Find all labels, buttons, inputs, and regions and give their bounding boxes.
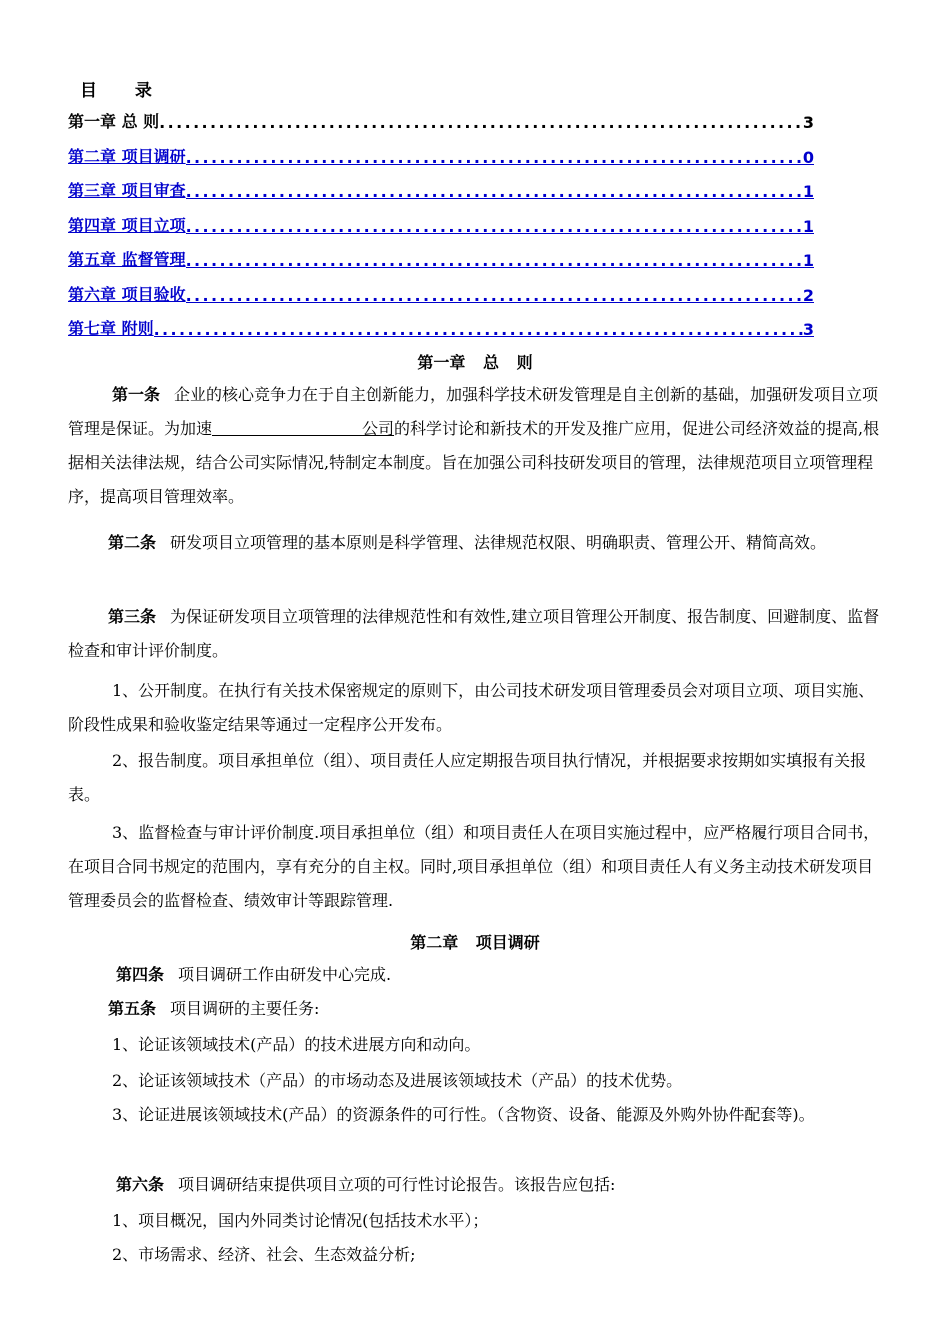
list-item: 1、论证该领域技术(产品）的技术进展方向和动向。 [112, 1035, 481, 1054]
chapter-2-heading: 第二章 项目调研 [410, 933, 540, 952]
list-item: 1、公开制度。在执行有关技术保密规定的原则下，由公司技术研发项目管理委员会对项目立项、项目实施、阶段性成果和验收鉴定结果等通过一定程序公开发布。 [68, 681, 875, 734]
article-text: 为保证研发项目立项管理的法律规范性和有效性,建立项目管理公开制度、报告制度、回避制度、监督检查和审计评价制度。 [68, 607, 880, 660]
toc-entry-page: 1 [802, 182, 814, 201]
toc-entry-label: 第二章 项目调研 [68, 147, 186, 166]
article-4 [68, 958, 888, 992]
list-item: 1、项目概况，国内外同类讨论情况(包括技术水平）； [112, 1211, 489, 1230]
article-text: 项目调研的主要任务: [170, 999, 320, 1018]
toc-entry-label: 第四章 项目立项 [68, 216, 186, 235]
toc-entry-label: 第一章 总 则 [68, 112, 160, 131]
article-5 [68, 992, 888, 1026]
toc-entry-label: 第三章 项目审查 [68, 181, 186, 200]
list-item: 2、报告制度。项目承担单位（组）、项目责任人应定期报告项目执行情况，并根据要求按期如实填报有关报表。 [68, 751, 867, 804]
toc-entry-label: 第六章 项目验收 [68, 285, 186, 304]
toc-entry-page: 3 [802, 320, 814, 339]
toc-entry-chapter-5[interactable] [68, 246, 814, 270]
toc-entry-page: 1 [802, 251, 814, 270]
article-text: 项目调研结束提供项目立项的可行性讨论报告。该报告应包括: [178, 1175, 616, 1194]
chapter-1-heading: 第一章 总 则 [417, 353, 533, 372]
article-1 [68, 378, 888, 514]
list-item: 3、监督检查与审计评价制度.项目承担单位（组）和项目责任人在项目实施过程中，应严格履行项目合同书，在项目合同书规定的范围内，享有充分的自主权。同时,项目承担单位（组）和项目责任人有义务主动技术研发项目管理委员会的监督检查、绩效审计等跟踪管理. [68, 823, 880, 910]
toc-entry-chapter-3[interactable] [68, 177, 814, 201]
article-text: 项目调研工作由研发中心完成. [178, 965, 392, 984]
list-item: 3、论证进展该领域技术(产品）的资源条件的可行性。（含物资、设备、能源及外购外协件配套等)。 [112, 1105, 815, 1124]
article-label: 第六条 [116, 1175, 165, 1194]
article-3 [68, 600, 888, 668]
toc-entry-page: 0 [802, 148, 814, 167]
toc-entry-chapter-4[interactable] [68, 212, 814, 236]
toc-entry-chapter-2[interactable] [68, 143, 814, 167]
article-label: 第五条 [108, 999, 157, 1018]
toc-leader-dots [186, 148, 803, 167]
toc-leader-dots [159, 113, 803, 132]
toc-entry-chapter-1[interactable] [68, 108, 814, 132]
article-text: 企业的核心竞争力在于自主创新能力，加强科学技术研发管理是自主创新的基础，加强研发项目立项管理是保证。为加速 [68, 385, 879, 438]
toc-leader-dots [186, 182, 803, 201]
article-label: 第三条 [108, 607, 157, 626]
article-2 [68, 526, 888, 560]
toc-entry-label: 第五章 监督管理 [68, 250, 186, 269]
list-item: 2、市场需求、经济、社会、生态效益分析; [112, 1245, 416, 1264]
article-label: 第一条 [112, 385, 161, 404]
company-word: 公司 [362, 419, 395, 438]
article-6 [68, 1168, 888, 1202]
toc-entry-chapter-7[interactable] [68, 315, 814, 339]
toc-title: 目 录 [80, 81, 168, 101]
list-item: 2、论证该领域技术（产品）的市场动态及进展该领域技术（产品）的技术优势。 [112, 1071, 683, 1090]
article-text: 研发项目立项管理的基本原则是科学管理、法律规范权限、明确职责、管理公开、精简高效。 [170, 533, 827, 552]
toc-entry-page: 2 [802, 286, 814, 305]
toc-leader-dots [186, 217, 803, 236]
article-label: 第四条 [116, 965, 165, 984]
toc-leader-dots [186, 251, 803, 270]
toc-entry-chapter-6[interactable] [68, 281, 814, 305]
toc-entry-page: 3 [802, 113, 814, 132]
fill-in-blank [212, 419, 362, 436]
toc-entry-page: 1 [802, 217, 814, 236]
toc-entry-label: 第七章 附则 [68, 319, 154, 338]
toc-leader-dots [154, 320, 803, 339]
article-text-cont: 的科学讨论和新技术的开发及推广应用，促进公司经济效益的提高,根据相关法律法规，结合公司实际情况,特制定本制度。旨在加强公司科技研发项目的管理，法律规范项目立项管理程序，提高项目管理效率。 [68, 419, 880, 506]
toc-leader-dots [186, 286, 803, 305]
article-label: 第二条 [108, 533, 157, 552]
